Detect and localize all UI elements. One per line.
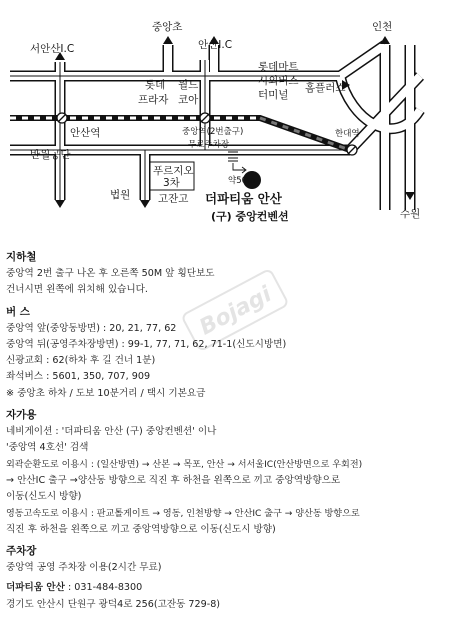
label-incheon: 인천 [372, 21, 393, 33]
label-ansan-station: 안산역 [70, 127, 101, 139]
bus-line: 좌석버스 : 5601, 350, 707, 909 [6, 371, 151, 383]
arrow-up-icon [163, 36, 173, 44]
label-world-core-1: 월드 [178, 79, 199, 91]
distance-arrow [233, 163, 246, 173]
contact-phone: : 031-484-8300 [64, 582, 143, 594]
car-line: 이동(신도시 방향) [6, 491, 82, 503]
jungang-station-icon [200, 113, 210, 123]
label-seoan-ic: 서안산I.C [30, 43, 75, 55]
arrow-up-icon [380, 36, 390, 44]
handae-station-icon [347, 145, 357, 155]
contact-name: 더파티움 안산 [6, 582, 65, 594]
directions-info [6, 244, 454, 613]
label-lotte-plaza-2: 프라자 [138, 94, 169, 106]
bus-heading: 버 스 [6, 305, 30, 318]
label-gojan-high: 고잔고 [158, 193, 189, 205]
car-line: 직진 후 하천을 왼쪽으로 끼고 중앙역방향으로 이동(신도시 방향) [6, 523, 276, 535]
subway-section [6, 248, 454, 299]
subway-line: 중앙역 2번 출구 나온 후 오른쪽 50M 앞 횡단보도 [6, 268, 215, 279]
arrow-down-icon [140, 200, 150, 208]
label-ansan-ic: 안산I.C [198, 39, 233, 51]
label-distance: 약50m [228, 176, 256, 186]
bus-line: 신광교회 : 62(하차 후 길 건너 1분) [6, 355, 156, 367]
car-line: 외곽순환도로 이용시 : (일산방면) → 산본 → 목포, 안산 → 서서울IC(안산방면으로 우회전) [6, 459, 363, 470]
contact-section [6, 580, 454, 613]
label-prugio-1: 푸르지오 [153, 165, 194, 177]
parking-section [6, 542, 454, 576]
label-lotte-mart-1: 롯데마트 [258, 61, 299, 73]
label-lotte-mart-3: 터미널 [258, 89, 289, 101]
car-line: 영동고속도로 이용시 : 판교톨게이트 → 영동, 인천방향 → 안산IC 출구 → 양산동 방향으로 [6, 508, 360, 519]
subway-line: 건너시면 왼쪽에 위치해 있습니다. [6, 284, 148, 296]
bus-line: 중앙역 뒤(공영주차장방면) : 99-1, 77, 71, 62, 71-1(신도시방면) [6, 338, 287, 350]
contact-phone-line [6, 580, 454, 596]
label-suwon: 수원 [400, 208, 421, 220]
arrow-down-icon [55, 200, 65, 208]
bus-line: 중앙역 앞(중앙동방면) : 20, 21, 77, 62 [6, 322, 177, 334]
ansan-station-icon [57, 113, 67, 123]
label-venue-sub: (구) 중앙컨벤션 [211, 210, 289, 223]
label-jungang-station-2: 무료주차장 [188, 140, 230, 150]
bus-line: ※ 중앙초 하차 / 도보 10분거리 / 택시 기본요금 [6, 387, 206, 399]
car-line: 네비게이션 : '더파티움 안산 (구) 중앙컨벤션' 이나 [6, 426, 217, 438]
subway-heading: 지하철 [6, 251, 37, 263]
car-section [6, 406, 454, 538]
parking-heading: 주차장 [6, 545, 37, 558]
label-handae-station: 한대역 [335, 129, 360, 139]
parking-line: 중앙역 공영 주차장 이용(2시간 무료) [6, 562, 162, 574]
label-jungangcho: 중앙초 [152, 21, 183, 33]
label-venue-name: 더파티움 안산 [205, 191, 282, 206]
label-court: 법원 [110, 189, 131, 201]
label-lotte-mart-2: 시외버스 [258, 75, 299, 87]
contact-address: 경기도 안산시 단원구 광덕4로 256(고잔동 729-8) [6, 598, 221, 610]
label-prugio-2: 3차 [163, 177, 180, 189]
car-line: → 안산IC 출구 →양산동 방향으로 직진 후 하천을 왼쪽으로 끼고 중앙역방향으로 [6, 474, 341, 486]
car-line: '중앙역 4호선' 검색 [6, 442, 89, 454]
label-jungang-station-1: 중앙역(2번출구) [182, 127, 244, 137]
watermark-text: Bojagi [195, 282, 276, 341]
label-banwol: 반월공단 [30, 149, 71, 161]
car-heading: 자가용 [6, 409, 37, 422]
location-map [0, 0, 458, 240]
label-world-core-2: 코아 [178, 94, 199, 106]
bus-section [6, 303, 454, 402]
label-homeplus: 홈플러스 [305, 82, 346, 94]
label-lotte-plaza-1: 롯데 [145, 79, 166, 91]
